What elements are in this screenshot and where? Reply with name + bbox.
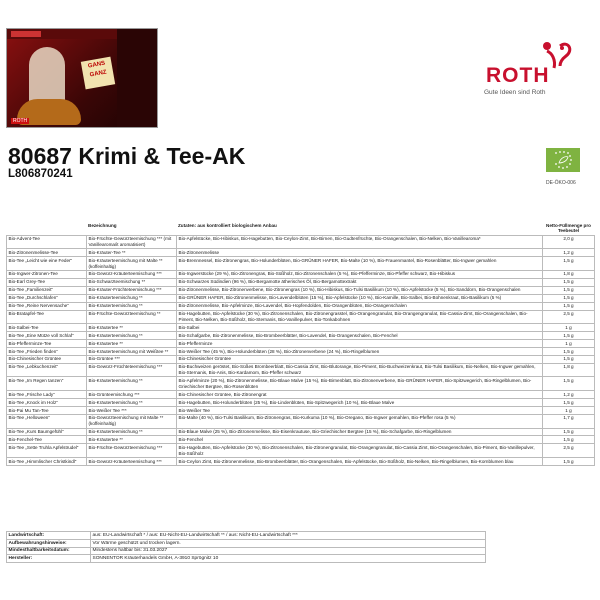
ingredients-cell: Bio-GRÜNER HAFER, Bio-Zitronenmelisse, Bio-Lavendelblüten (15 %), Bio-Apfelstücke (10 %), Bio-Kamille, Bio-Salbei, Bio-Bohnenkraut, Bio-Basilikum (5 %) bbox=[177, 294, 543, 302]
table-row bbox=[7, 286, 595, 294]
tea-name-cell: Bio-Tee „Im Regen tanzen“ bbox=[7, 377, 87, 391]
table-row bbox=[7, 235, 595, 249]
box-spine bbox=[117, 29, 157, 127]
table-row bbox=[7, 278, 595, 286]
designation-cell: Bio-Kräuterteemischung ** bbox=[87, 294, 177, 302]
table-row bbox=[7, 347, 595, 355]
footer-value: aus: EU-Landwirtschaft * / aus: EU-Nicht-EU-Landwirtschaft ** / aus: Nicht-EU-Landwirtschaft *** bbox=[91, 532, 486, 540]
designation-cell: Bio-Kräuterteemischung ** bbox=[87, 399, 177, 407]
table-row bbox=[7, 355, 595, 363]
net-weight-cell: 1,5 g bbox=[543, 257, 595, 271]
header-area bbox=[0, 0, 600, 186]
tea-name-cell: Bio-Tee „Sette Truhla Apfelstrudel“ bbox=[7, 444, 87, 458]
tea-name-cell: Bio-Tee „Helloween“ bbox=[7, 414, 87, 428]
designation-cell: Bio-Grüntee *** bbox=[87, 355, 177, 363]
table-row bbox=[7, 270, 595, 278]
eu-organic-leaf-icon bbox=[546, 148, 580, 172]
net-weight-cell: 1 g bbox=[543, 324, 595, 332]
table-row bbox=[7, 332, 595, 340]
footer-value: Mindestens haltbar bis: 31.03.2027 bbox=[91, 547, 486, 555]
column-header: Zutaten: aus kontrolliert biologischem Anbau bbox=[177, 222, 543, 235]
table-header-row bbox=[7, 222, 595, 235]
product-title: 80687 Krimi & Tee-AK bbox=[8, 143, 246, 169]
tea-name-cell: Bio-Fenchel-Tee bbox=[7, 436, 87, 444]
ingredients-cell: Bio-Hagebutten, Bio-Apfelstücke (30 %), Bio-Zitronenschalen, Bio-Zitronengrasstel, Bio-Orangengranulat, Bio-Orangengranulat, Bio-Cassia-Zimt, Bio-Orangenschalen, Bio-Piment, Bio-Nelken, Bio-Süßholz, Bio-Sternanis, Bio-Vanillepulver, Bio-Tonkabohnen bbox=[177, 310, 543, 324]
footer-value: Vor Wärme geschützt und trocken lagern. bbox=[91, 539, 486, 547]
designation-cell: Bio-Kräuterteemischung ** bbox=[87, 377, 177, 391]
ingredients-cell: Bio-Apfelminze (20 %), Bio-Zitronenmelisse, Bio-Blaue Malve (15 %), Bio-Birnenblatt, Bio-Zitronenverbene, Bio-GRÜNER HAFER, Bio-Spitzwegerich, Bio-Ringelblumen, Bio-Griechischer Bergtee, Bio-Rosenblüten bbox=[177, 377, 543, 391]
brand-tagline: Gute Ideen sind Roth bbox=[484, 89, 546, 96]
designation-cell: Bio-Früchte-Gewürzteemischung *** (mit Vanillearoma/it aromatisiert) bbox=[87, 235, 177, 249]
product-code: L806870241 bbox=[8, 168, 73, 180]
ingredients-cell: Bio-Malte (40 %), Bio-Tulsi Basilikum, Bio-Zitronengras, Bio-Kurkuma (10 %), Bio-Oregano, Bio-Ingwer gemahlen, Bio-Pfeffer rosa (5 %) bbox=[177, 414, 543, 428]
designation-cell: Bio-Kräuter-Tee ** bbox=[87, 249, 177, 257]
product-image bbox=[6, 28, 158, 128]
table-row bbox=[7, 302, 595, 310]
net-weight-cell: 1,7 g bbox=[543, 414, 595, 428]
ingredients-cell: Bio-Ingwerstücke (29 %), Bio-Zitronengras, Bio-Süßholz, Bio-Zitronenschalen (5 %), Bio-Pfefferminze, Bio-Pfeffer schwarz, Bio-Hibiskus bbox=[177, 270, 543, 278]
ingredients-cell: Bio-Pfefferminze bbox=[177, 340, 543, 348]
ingredients-cell: Bio-Chinesischer Grüntee, Bio-Zitronengrat bbox=[177, 391, 543, 399]
tea-name-cell: Bio-Advent-Tee bbox=[7, 235, 87, 249]
net-weight-cell: 2,0 g bbox=[543, 235, 595, 249]
table-row bbox=[7, 436, 595, 444]
net-weight-cell: 1,2 g bbox=[543, 249, 595, 257]
net-weight-cell: 1,5 g bbox=[543, 278, 595, 286]
ingredients-cell: Bio-Apfelstücke, Bio-Hibiskus, Bio-Hagebutten, Bio-Ceylon-Zimt, Bio-Birnen, Bio-Gudtenfrüchte, Bio-Orangenschalen, Bio-Nelken, Bio-Vanillearoma* bbox=[177, 235, 543, 249]
tea-name-cell: Bio-Salbei-Tee bbox=[7, 324, 87, 332]
tea-name-cell: Bio-Tee „Frieden finden“ bbox=[7, 347, 87, 355]
tea-name-cell: Bio-Tee „Reine Nervensache“ bbox=[7, 302, 87, 310]
table-row bbox=[7, 428, 595, 436]
footer-row bbox=[7, 555, 486, 563]
tea-name-cell: Bio-Earl Grey-Tee bbox=[7, 278, 87, 286]
ingredients-cell: Bio-Zitronenmelisse, Bio-Zitronenverbene, Bio-Zitronengras (10 %), Bio-Hibiskus, Bio-Tulsi Basilikum (10 %), Bio-Apfelstücke (5 %), Bio-Sanddorn, Bio-Orangenschalen bbox=[177, 286, 543, 294]
ingredients-cell: Bio-Hagebutten, Bio-Apfelstücke (30 %), Bio-Zitronenschalen, Bio-Zitronengranulat, Bio-Orangengranulat, Bio-Cassia Zimt, Bio-Orangenschalen, Bio-Piment, Bio-Vanillepulver, Bio-Süßholz bbox=[177, 444, 543, 458]
net-weight-cell: 1 g bbox=[543, 406, 595, 414]
column-header: Bezeichnung bbox=[87, 222, 177, 235]
table-row bbox=[7, 391, 595, 399]
ingredients-cell: Bio-Chinesischer Grüntee bbox=[177, 355, 543, 363]
ingredients-cell: Bio-Schwarzes Südindien (96 %), Bio-Bergamotte ätherisches Öl, Bio-Bergamottextrakt bbox=[177, 278, 543, 286]
table-row bbox=[7, 414, 595, 428]
organic-control-code: DE-ÖKO-006 bbox=[546, 180, 576, 186]
designation-cell: Bio-Kräutertee ** bbox=[87, 324, 177, 332]
designation-cell: Bio-Kräutertee ** bbox=[87, 436, 177, 444]
designation-cell: Bio-Kräuterteemischung mit Weißtee ** bbox=[87, 347, 177, 355]
designation-cell: Bio-Gewürz-Kräuterteemischung *** bbox=[87, 270, 177, 278]
designation-cell: Bio-Kräuterteemischung ** bbox=[87, 332, 177, 340]
tea-name-cell: Bio-Tee „Familienzeit“ bbox=[7, 286, 87, 294]
ingredients-cell: Bio-Blaue Malve (25 %), Bio-Zitronenmelisse, Bio-Eisenkrautuse, Bio-Griechischer Bergtee (15 %), Bio-Schafgarbe, Bio-Ringelblumen bbox=[177, 428, 543, 436]
image-badge: ROTH bbox=[13, 118, 28, 124]
designation-cell: Bio-Gewürzteemischung mit Malte ** (koffeinhaltig) bbox=[87, 414, 177, 428]
net-weight-cell: 1,5 g bbox=[543, 436, 595, 444]
designation-cell: Bio-Kräuter-Früchteteemischung *** bbox=[87, 286, 177, 294]
net-weight-cell: 1,5 g bbox=[543, 347, 595, 355]
ingredients-cell: Bio-Brennnessel, Bio-Zitronengras, Bio-Holunderblüten, Bio-GRÜNER HAFER, Bio-Malte (10 %), Bio-Frauenmantel, Bio-Rosenblätter, Bio-Ingwer gemahlen bbox=[177, 257, 543, 271]
net-weight-cell: 2,5 g bbox=[543, 444, 595, 458]
tea-name-cell: Bio-Tee „Himmlischer Christkindl“ bbox=[7, 458, 87, 466]
table-row bbox=[7, 406, 595, 414]
ingredients-cell: Bio-Hagebutten, Bio-Holunderblüten (25 %), Bio-Lindenblüten, Bio-Spitzwegerich (10 %), Bio-Blaue Malve bbox=[177, 399, 543, 407]
designation-cell: Bio-Schwarzteemischung ** bbox=[87, 278, 177, 286]
tea-name-cell: Bio-Pfefferminze-Tee bbox=[7, 340, 87, 348]
ingredients-cell: Bio-Weißer Tee bbox=[177, 406, 543, 414]
designation-cell: Bio-Weißer Tee *** bbox=[87, 406, 177, 414]
footer-label: Aufbewahrungshinweise: bbox=[7, 539, 91, 547]
ingredients-cell: Bio-Weißer Tee (45 %), Bio-Holunderblüten (28 %), Bio-Zitronenverbene (24 %), Bio-Ringelblumen bbox=[177, 347, 543, 355]
net-weight-cell: 1,5 g bbox=[543, 294, 595, 302]
tea-name-cell: Bio-Tee „Knock im Holz“ bbox=[7, 399, 87, 407]
net-weight-cell: 1,2 g bbox=[543, 391, 595, 399]
table-row bbox=[7, 294, 595, 302]
footer-label: Mindesthaltbarkeitsdatum: bbox=[7, 547, 91, 555]
table-row bbox=[7, 377, 595, 391]
ingredients-cell: Bio-Zitronenmelisse bbox=[177, 249, 543, 257]
tea-name-cell: Bio-Tee „Eine Mütze voll Schlaf“ bbox=[7, 332, 87, 340]
brand-name: ROTH bbox=[486, 64, 550, 87]
footer-value: SONNENTOR Kräuterhandels GmbH, A-3910 Sprögnitz 10 bbox=[91, 555, 486, 563]
designation-cell: Bio-Gewürz-Früchteteemischung *** bbox=[87, 363, 177, 377]
tea-name-cell: Bio-Tee „Lebkuchenzeit“ bbox=[7, 363, 87, 377]
table-row bbox=[7, 399, 595, 407]
ingredients-cell: Bio-Zitronenmelisse, Bio-Apfelminze, Bio-Lavendel, Bio-Hopfendolden, Bio-Orangenblüten, Bio-Orangenschalen bbox=[177, 302, 543, 310]
ingredients-cell: Bio-Fenchel bbox=[177, 436, 543, 444]
footer-label: Landwirtschaft: bbox=[7, 532, 91, 540]
net-weight-cell: 2,5 g bbox=[543, 310, 595, 324]
tea-name-cell: Bio-Ingwer-Zitronen-Tee bbox=[7, 270, 87, 278]
ingredients-cell: Bio-Schafgarbe, Bio-Zitronenmelisse, Bio-Brombeerblätter, Bio-Lavendel, Bio-Orangenschalen, Bio-Fenchel bbox=[177, 332, 543, 340]
designation-cell: Bio-Grünteemischung *** bbox=[87, 391, 177, 399]
designation-cell: Bio-Früchte-Gewürzteemischung *** bbox=[87, 444, 177, 458]
table-row bbox=[7, 249, 595, 257]
tea-name-cell: Bio-Tee „Kurs Baumgefühl“ bbox=[7, 428, 87, 436]
net-weight-cell: 1,8 g bbox=[543, 270, 595, 278]
net-weight-cell: 1,5 g bbox=[543, 399, 595, 407]
column-header: Netto-Füllmenge pro Teebeutel bbox=[543, 222, 595, 235]
footer-row bbox=[7, 532, 486, 540]
table-row bbox=[7, 257, 595, 271]
table-row bbox=[7, 444, 595, 458]
table-row bbox=[7, 340, 595, 348]
tea-name-cell: Bio-Tee „Durchschlafen“ bbox=[7, 294, 87, 302]
ingredients-table bbox=[6, 222, 595, 466]
table-body bbox=[7, 235, 595, 465]
tea-name-cell: Bio-Bratapfel-Tee bbox=[7, 310, 87, 324]
footer-label: Hersteller: bbox=[7, 555, 91, 563]
designation-cell: Bio-Kräuterteemischung mit Malte ** (koffeinhaltig) bbox=[87, 257, 177, 271]
ingredients-cell: Bio-Buchweizen geröstet, Bio-Süßes Brombeerblatt, Bio-Cassia Zimt, Bio-Blutorange, Bio-Piment, Bio-Buchweizenkraut, Bio-Tulsi Basilikum, Bio-Nelken, Bio-Ingwer gemahlen, Bio-Sternanis, Bio-Anis, Bio-Kardamom, Bio-Pfeffer schwarz bbox=[177, 363, 543, 377]
column-header bbox=[7, 222, 87, 235]
designation-cell: Bio-Kräuterteemischung ** bbox=[87, 428, 177, 436]
designation-cell: Bio-Gewürz-Kräuterteemischung *** bbox=[87, 458, 177, 466]
footer-info-table bbox=[6, 531, 486, 563]
designation-cell: Bio-Kräutertee ** bbox=[87, 340, 177, 348]
tea-name-cell: Bio-Pai Mu Tan-Tee bbox=[7, 406, 87, 414]
net-weight-cell: 1,5 g bbox=[543, 355, 595, 363]
net-weight-cell: 1,5 g bbox=[543, 428, 595, 436]
tea-name-cell: Bio-Chinesischer Grüntee bbox=[7, 355, 87, 363]
tea-name-cell: Bio-Zitronenmelisse-Tee bbox=[7, 249, 87, 257]
tea-name-cell: Bio-Tee „Frische Lady“ bbox=[7, 391, 87, 399]
roth-logo bbox=[484, 38, 574, 98]
table-row bbox=[7, 363, 595, 377]
tea-name-cell: Bio-Tee „Leicht wie eine Feder“ bbox=[7, 257, 87, 271]
designation-cell: Bio-Kräuterteemischung ** bbox=[87, 302, 177, 310]
table-row bbox=[7, 310, 595, 324]
table-row bbox=[7, 458, 595, 466]
designation-cell: Bio-Früchte-Gewürzteemischung ** bbox=[87, 310, 177, 324]
net-weight-cell: 1,5 g bbox=[543, 332, 595, 340]
footer-row bbox=[7, 547, 486, 555]
net-weight-cell: 1,5 g bbox=[543, 302, 595, 310]
net-weight-cell: 1,8 g bbox=[543, 363, 595, 377]
net-weight-cell: 1,5 g bbox=[543, 377, 595, 391]
footer-row bbox=[7, 539, 486, 547]
net-weight-cell: 1 g bbox=[543, 340, 595, 348]
ingredients-cell: Bio-Salbei bbox=[177, 324, 543, 332]
table-row bbox=[7, 324, 595, 332]
net-weight-cell: 1,5 g bbox=[543, 286, 595, 294]
net-weight-cell: 1,5 g bbox=[543, 458, 595, 466]
tea-bag-label: GANS GANZ bbox=[81, 57, 115, 90]
ingredients-cell: Bio-Ceylon Zimt, Bio-Zitronenmelisse, Bio-Brombeerblätter, Bio-Orangenschalen, Bio-Apfelstücke, Bio-Süßholz, Bio-Nelken, Bio-Ringelblumen, Bio-Kornblumen blau bbox=[177, 458, 543, 466]
